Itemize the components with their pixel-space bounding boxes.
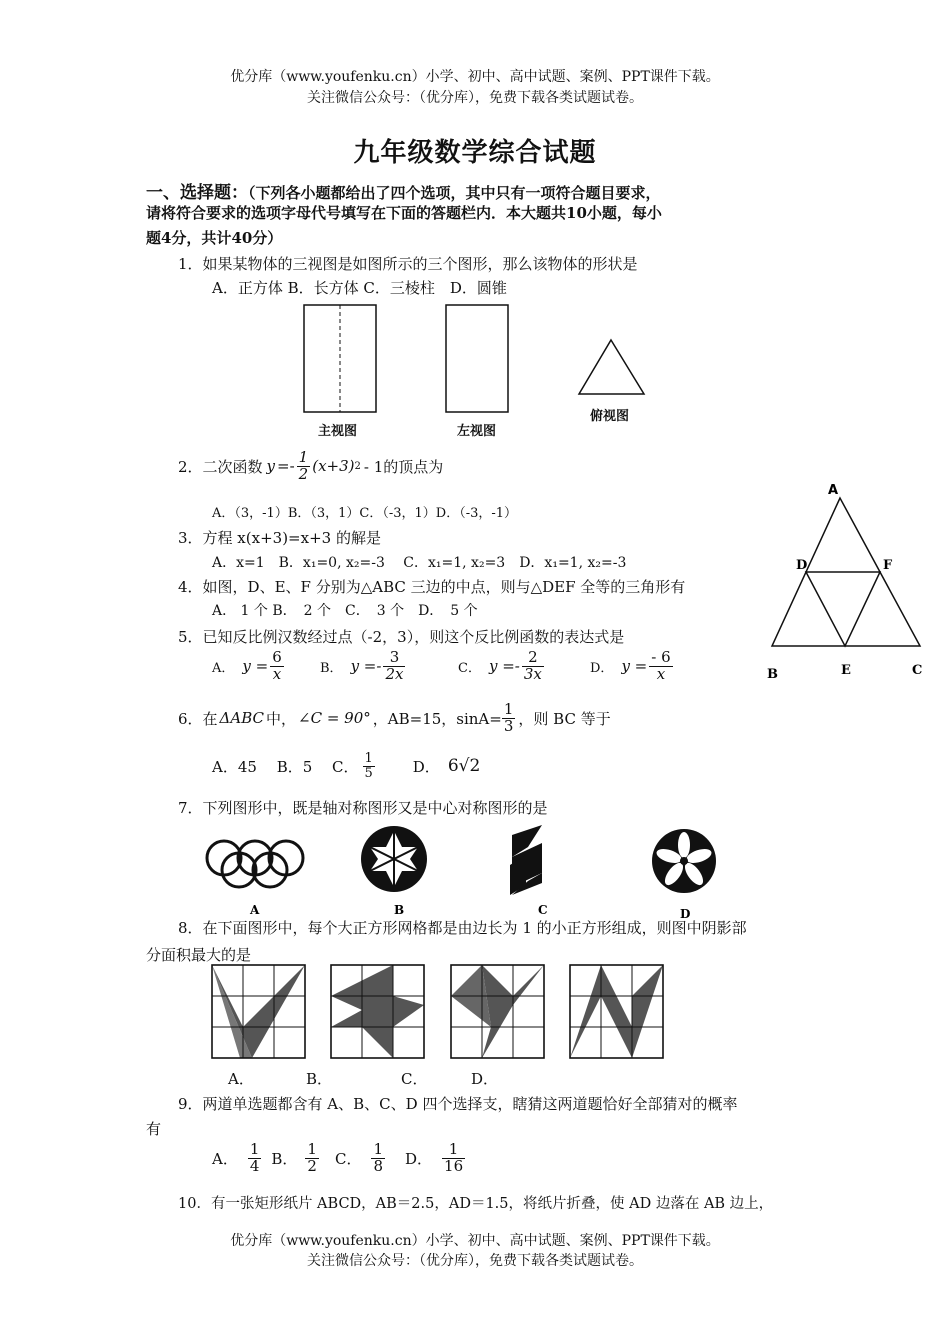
q2-expr: (x+3) (312, 457, 355, 476)
q2-eq: =- (277, 457, 295, 476)
q5-opt-d (590, 650, 673, 683)
triangle-def (806, 572, 880, 646)
q5-c-lhs: y =- (488, 657, 520, 676)
q9-a-den: 4 (249, 1156, 260, 1175)
q5-c-letter: C． (458, 660, 481, 676)
q9-b-letter: B． (271, 1149, 298, 1168)
q9-opt-b (271, 1142, 319, 1175)
symbol-c-s-shape (510, 825, 542, 895)
section-heading (146, 178, 661, 203)
q5-d-frac (649, 650, 672, 683)
q5-d-den: x (656, 664, 666, 683)
footer-line-1: 优分库（www.youfenku.cn）小学、初中、高中试题、案例、PPT课件下载。 (230, 1233, 720, 1249)
q6-oc-den: 5 (364, 765, 373, 781)
q9-opt-d (405, 1142, 465, 1175)
q5-text: 5．已知反比例汉数经过点（-2，3），则这个反比例函数的表达式是 (178, 628, 625, 646)
q1-top-label: 俯视图 (590, 409, 630, 424)
q6-opt-d: D． (412, 757, 440, 776)
point-d-label: D (796, 558, 808, 573)
top-view-triangle (579, 340, 644, 394)
q6-text (178, 702, 611, 735)
q8-grids-figure (205, 960, 675, 1070)
q9-opt-c (335, 1142, 385, 1175)
q10-text: 10．有一张矩形纸片 ABCD，AB＝2.5，AD＝1.5，将纸片折叠，使 AD 边落在 AB 边上， (178, 1196, 774, 1212)
q3-options: A．x=1 B．x₁=0, x₂=-3 C．x₁=1, x₂=3 D．x₁=1, x₂=-3 (212, 555, 627, 571)
q7-label-c: C (538, 903, 548, 917)
q1-options: A．正方体 B．长方体 C．三棱柱 D．圆锥 (212, 279, 507, 297)
q2-exp: 2 (354, 460, 361, 472)
footer-line-2: 关注微信公众号：（优分库），免费下载各类试题试卷。 (307, 1253, 643, 1269)
q1-text: 1．如果某物体的三视图是如图所示的三个图形，那么该物体的形状是 (178, 255, 638, 273)
q5-b-letter: B． (320, 660, 343, 676)
q5-a-den: x (272, 664, 282, 683)
q8-grid-c (451, 965, 544, 1058)
q9-d-letter: D． (405, 1149, 433, 1168)
q5-a-num: 6 (272, 648, 282, 666)
left-view-rect (446, 305, 508, 412)
q5-b-lhs: y =- (350, 657, 382, 676)
q5-a-lhs: y = (242, 657, 269, 676)
q7-label-d: D (680, 907, 691, 921)
point-b-label: B (767, 667, 778, 682)
q4-text: 4．如图，D、E、F 分别为△ABC 三边的中点，则与△DEF 全等的三角形有 (178, 578, 686, 596)
q2-den: 2 (298, 464, 309, 483)
symbol-b-star-disc (361, 826, 427, 892)
q6-opt-c-frac (363, 752, 375, 780)
q6-p1: 6．在 (178, 709, 218, 728)
header-line-2: 关注微信公众号：（优分库），免费下载各类试题试卷。 (307, 90, 643, 106)
q6-p2: 中， (266, 709, 297, 728)
q6-p3: ，AB=15，sinA= (372, 709, 502, 728)
symbol-d-flower-disc (652, 829, 716, 893)
q6-oc-num: 1 (364, 751, 373, 766)
q5-opt-c (458, 650, 590, 683)
q5-d-letter: D． (590, 660, 614, 676)
q9-a-num: 1 (249, 1140, 260, 1158)
q6-opt-d-value: 6√2 (447, 756, 481, 777)
section-instructions-1: （下列各小题都给出了四个选项，其中只有一项符合题目要求， (248, 184, 661, 202)
q5-a-letter: A． (212, 660, 235, 676)
q5-d-lhs: y = (621, 657, 648, 676)
q5-b-frac (383, 650, 405, 683)
q4-options: A． 1 个 B． 2 个 C． 3 个 D． 5 个 (212, 603, 478, 619)
q6-den: 3 (503, 716, 514, 735)
q8-grid-b (331, 965, 424, 1058)
q8-label-c: C． (401, 1070, 428, 1088)
q8-label-b: B． (306, 1070, 333, 1088)
q2-tail: - 1的顶点为 (363, 457, 444, 476)
q9-options (212, 1142, 465, 1175)
q9-d-den: 16 (444, 1156, 464, 1175)
q5-a-frac (270, 650, 284, 683)
q7-label-b: B (394, 903, 405, 917)
q9-d-frac (442, 1142, 465, 1175)
q8-line-2: 分面积最大的是 (146, 946, 252, 964)
q2-y: y (266, 457, 276, 476)
point-a-label: A (828, 483, 839, 498)
q5-b-den: 2x (385, 664, 404, 683)
q9-a-letter: A． (212, 1149, 238, 1168)
q8-grid-a (212, 965, 305, 1058)
q9-c-letter: C． (334, 1149, 362, 1168)
q8-line-1: 8．在下面图形中，每个大正方形网格都是由边长为 1 的小正方形组成，则图中阴影部 (178, 919, 747, 937)
q5-c-num: 2 (522, 650, 544, 667)
q5-opt-b (320, 650, 458, 683)
q9-b-frac (305, 1142, 319, 1175)
q5-d-num: - 6 (651, 648, 671, 666)
q5-options (212, 650, 673, 683)
q2-num: 1 (298, 448, 309, 466)
q9-opt-a (212, 1142, 261, 1175)
q2-fraction (297, 450, 311, 483)
q8-grid-d (570, 965, 663, 1058)
q3-text: 3．方程 x(x+3)=x+3 的解是 (178, 529, 381, 547)
q1-left-label: 左视图 (457, 424, 497, 439)
q2-prefix: 2．二次函数 (178, 457, 263, 476)
q6-options (212, 752, 480, 780)
page-title: 九年级数学综合试题 (353, 138, 597, 168)
q4-triangle-figure (765, 478, 935, 688)
q6-angle: ∠C = 90° (298, 709, 371, 728)
q6-p4: ，则 BC 等于 (518, 709, 611, 728)
q8-label-d: D． (471, 1070, 499, 1088)
q5-b-num: 3 (383, 650, 405, 667)
q1-front-label: 主视图 (318, 424, 358, 439)
q7-symbols-figure (200, 825, 740, 920)
point-e-label: E (841, 663, 851, 678)
q9-b-den: 2 (307, 1156, 317, 1175)
q2-text (178, 450, 443, 483)
q6-opt-ab: A．45 B．5 C． (212, 757, 359, 776)
q5-c-den: 3x (523, 664, 542, 683)
section-title: 一、选择题： (146, 183, 248, 203)
header-line-1: 优分库（www.youfenku.cn）小学、初中、高中试题、案例、PPT课件下载。 (230, 69, 720, 85)
point-c-label: C (912, 663, 923, 678)
q7-text: 7．下列图形中，既是轴对称图形又是中心对称图形的是 (178, 799, 548, 817)
section-instructions-2: 请将符合要求的选项字母代号填写在下面的答题栏内．本大题共10小题，每小 (146, 204, 662, 222)
q9-c-den: 8 (373, 1156, 383, 1175)
q9-c-num: 1 (373, 1140, 383, 1158)
q5-opt-a (212, 650, 320, 683)
q6-frac (502, 702, 516, 735)
q9-a-frac (248, 1142, 262, 1175)
section-instructions-3: 题4分，共计40分） (146, 229, 283, 247)
q5-c-frac (522, 650, 544, 683)
q9-d-num: 1 (442, 1142, 465, 1159)
q9-line-2: 有 (146, 1120, 162, 1138)
symbol-a-rings (207, 841, 303, 887)
q6-triangle: ΔABC (219, 709, 264, 728)
q7-label-a: A (250, 903, 260, 917)
point-f-label: F (883, 558, 893, 573)
q6-num: 1 (503, 700, 514, 718)
q9-b-num: 1 (307, 1140, 317, 1158)
q9-line-1: 9．两道单选题都含有 A、B、C、D 四个选择支，瞎猜这两道题恰好全部猜对的概率 (178, 1095, 738, 1113)
q2-options: A．（3，-1）B．（3，1）C．（-3，1）D．（-3，-1） (212, 506, 518, 521)
q9-c-frac (371, 1142, 385, 1175)
q8-label-a: A． (228, 1070, 254, 1088)
